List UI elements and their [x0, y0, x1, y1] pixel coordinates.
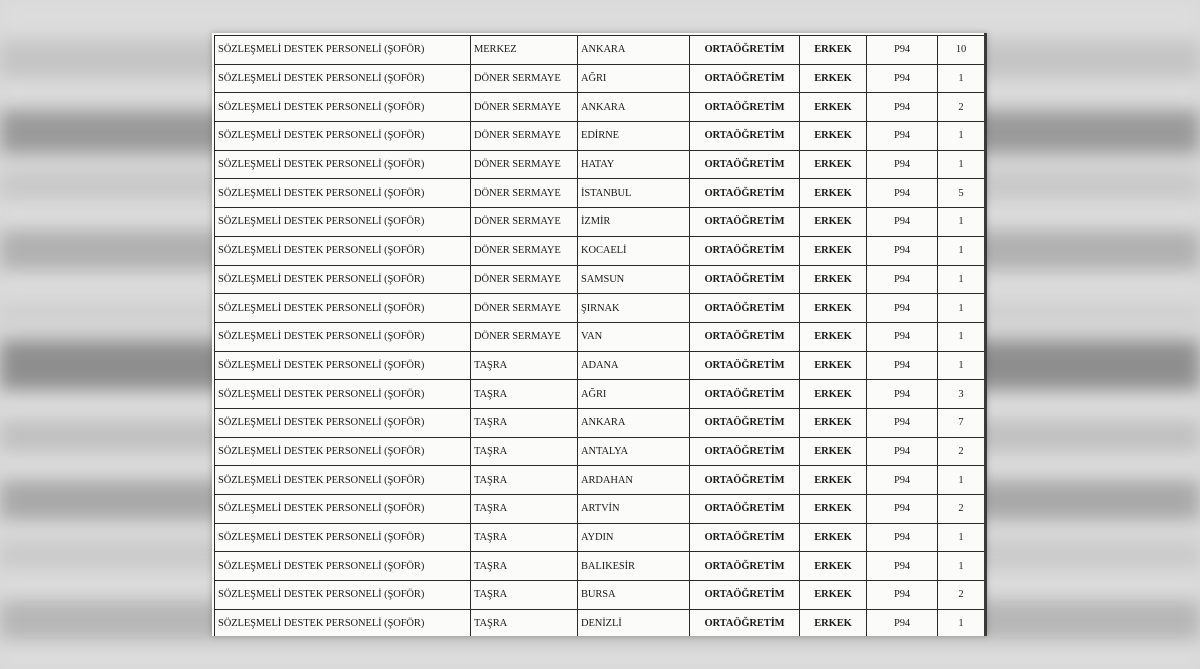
cell-gender: ERKEK: [800, 179, 867, 208]
cell-education: ORTAÖĞRETİM: [690, 552, 800, 581]
cell-city: ANKARA: [578, 408, 690, 437]
cell-gender: ERKEK: [800, 122, 867, 151]
cell-gender: ERKEK: [800, 265, 867, 294]
cell-position-code: P94: [867, 351, 938, 380]
cell-quota-count: 5: [938, 179, 985, 208]
cell-quota-count: 1: [938, 351, 985, 380]
cell-education: ORTAÖĞRETİM: [690, 179, 800, 208]
cell-unit: DÖNER SERMAYE: [471, 294, 578, 323]
cell-quota-count: 2: [938, 581, 985, 610]
cell-quota-count: 3: [938, 380, 985, 409]
cell-position-code: P94: [867, 265, 938, 294]
cell-unit: TAŞRA: [471, 466, 578, 495]
cell-position-title: SÖZLEŞMELİ DESTEK PERSONELİ (ŞOFÖR): [215, 466, 471, 495]
cell-quota-count: 1: [938, 466, 985, 495]
cell-unit: DÖNER SERMAYE: [471, 122, 578, 151]
cell-gender: ERKEK: [800, 236, 867, 265]
cell-unit: TAŞRA: [471, 408, 578, 437]
table-row: [215, 236, 985, 265]
table-row: [215, 93, 985, 122]
cell-quota-count: 1: [938, 609, 985, 636]
cell-position-code: P94: [867, 150, 938, 179]
cell-position-code: P94: [867, 93, 938, 122]
cell-city: ANTALYA: [578, 437, 690, 466]
cell-gender: ERKEK: [800, 380, 867, 409]
cell-education: ORTAÖĞRETİM: [690, 609, 800, 636]
cell-position-title: SÖZLEŞMELİ DESTEK PERSONELİ (ŞOFÖR): [215, 609, 471, 636]
table-row: [215, 351, 985, 380]
table-row: [215, 294, 985, 323]
cell-city: ŞIRNAK: [578, 294, 690, 323]
table-row: [215, 408, 985, 437]
cell-education: ORTAÖĞRETİM: [690, 265, 800, 294]
cell-position-title: SÖZLEŞMELİ DESTEK PERSONELİ (ŞOFÖR): [215, 265, 471, 294]
cell-position-title: SÖZLEŞMELİ DESTEK PERSONELİ (ŞOFÖR): [215, 36, 471, 65]
cell-gender: ERKEK: [800, 609, 867, 636]
table-row: [215, 581, 985, 610]
cell-gender: ERKEK: [800, 408, 867, 437]
cell-unit: MERKEZ: [471, 36, 578, 65]
cell-city: AĞRI: [578, 64, 690, 93]
cell-position-title: SÖZLEŞMELİ DESTEK PERSONELİ (ŞOFÖR): [215, 208, 471, 237]
table-row: [215, 466, 985, 495]
document-page: [212, 33, 987, 636]
cell-education: ORTAÖĞRETİM: [690, 150, 800, 179]
cell-position-title: SÖZLEŞMELİ DESTEK PERSONELİ (ŞOFÖR): [215, 581, 471, 610]
cell-unit: DÖNER SERMAYE: [471, 208, 578, 237]
cell-city: İSTANBUL: [578, 179, 690, 208]
cell-unit: DÖNER SERMAYE: [471, 150, 578, 179]
cell-education: ORTAÖĞRETİM: [690, 466, 800, 495]
cell-position-title: SÖZLEŞMELİ DESTEK PERSONELİ (ŞOFÖR): [215, 380, 471, 409]
cell-unit: DÖNER SERMAYE: [471, 179, 578, 208]
cell-position-title: SÖZLEŞMELİ DESTEK PERSONELİ (ŞOFÖR): [215, 179, 471, 208]
cell-position-title: SÖZLEŞMELİ DESTEK PERSONELİ (ŞOFÖR): [215, 236, 471, 265]
cell-unit: TAŞRA: [471, 351, 578, 380]
cell-city: DENİZLİ: [578, 609, 690, 636]
cell-quota-count: 1: [938, 294, 985, 323]
cell-position-title: SÖZLEŞMELİ DESTEK PERSONELİ (ŞOFÖR): [215, 437, 471, 466]
cell-position-code: P94: [867, 523, 938, 552]
cell-gender: ERKEK: [800, 523, 867, 552]
cell-position-code: P94: [867, 64, 938, 93]
cell-city: BURSA: [578, 581, 690, 610]
cell-quota-count: 10: [938, 36, 985, 65]
cell-education: ORTAÖĞRETİM: [690, 380, 800, 409]
cell-education: ORTAÖĞRETİM: [690, 236, 800, 265]
cell-unit: DÖNER SERMAYE: [471, 93, 578, 122]
cell-quota-count: 7: [938, 408, 985, 437]
cell-position-code: P94: [867, 36, 938, 65]
cell-gender: ERKEK: [800, 208, 867, 237]
cell-position-code: P94: [867, 179, 938, 208]
cell-quota-count: 1: [938, 552, 985, 581]
cell-position-code: P94: [867, 294, 938, 323]
cell-position-title: SÖZLEŞMELİ DESTEK PERSONELİ (ŞOFÖR): [215, 294, 471, 323]
cell-quota-count: 1: [938, 236, 985, 265]
cell-quota-count: 1: [938, 322, 985, 351]
cell-gender: ERKEK: [800, 466, 867, 495]
cell-position-title: SÖZLEŞMELİ DESTEK PERSONELİ (ŞOFÖR): [215, 122, 471, 151]
cell-city: ANKARA: [578, 36, 690, 65]
table-row: [215, 552, 985, 581]
cell-unit: TAŞRA: [471, 609, 578, 636]
cell-unit: TAŞRA: [471, 380, 578, 409]
cell-quota-count: 1: [938, 208, 985, 237]
cell-gender: ERKEK: [800, 351, 867, 380]
cell-position-code: P94: [867, 322, 938, 351]
cell-education: ORTAÖĞRETİM: [690, 208, 800, 237]
cell-position-code: P94: [867, 208, 938, 237]
cell-position-code: P94: [867, 495, 938, 524]
cell-position-code: P94: [867, 380, 938, 409]
cell-city: ANKARA: [578, 93, 690, 122]
cell-quota-count: 1: [938, 122, 985, 151]
table-body: [215, 36, 985, 637]
cell-quota-count: 2: [938, 495, 985, 524]
cell-city: AĞRI: [578, 380, 690, 409]
cell-unit: TAŞRA: [471, 437, 578, 466]
cell-unit: DÖNER SERMAYE: [471, 64, 578, 93]
cell-quota-count: 1: [938, 265, 985, 294]
cell-gender: ERKEK: [800, 437, 867, 466]
cell-city: İZMİR: [578, 208, 690, 237]
cell-unit: TAŞRA: [471, 552, 578, 581]
cell-education: ORTAÖĞRETİM: [690, 437, 800, 466]
cell-education: ORTAÖĞRETİM: [690, 294, 800, 323]
cell-quota-count: 2: [938, 437, 985, 466]
cell-position-code: P94: [867, 437, 938, 466]
cell-unit: TAŞRA: [471, 495, 578, 524]
cell-gender: ERKEK: [800, 294, 867, 323]
cell-position-code: P94: [867, 581, 938, 610]
table-row: [215, 36, 985, 65]
cell-position-code: P94: [867, 236, 938, 265]
cell-education: ORTAÖĞRETİM: [690, 523, 800, 552]
cell-gender: ERKEK: [800, 322, 867, 351]
cell-city: SAMSUN: [578, 265, 690, 294]
table-row: [215, 265, 985, 294]
cell-education: ORTAÖĞRETİM: [690, 408, 800, 437]
cell-city: ARTVİN: [578, 495, 690, 524]
cell-gender: ERKEK: [800, 552, 867, 581]
cell-education: ORTAÖĞRETİM: [690, 36, 800, 65]
cell-city: VAN: [578, 322, 690, 351]
cell-education: ORTAÖĞRETİM: [690, 64, 800, 93]
cell-quota-count: 1: [938, 64, 985, 93]
cell-position-title: SÖZLEŞMELİ DESTEK PERSONELİ (ŞOFÖR): [215, 552, 471, 581]
cell-position-title: SÖZLEŞMELİ DESTEK PERSONELİ (ŞOFÖR): [215, 150, 471, 179]
cell-position-title: SÖZLEŞMELİ DESTEK PERSONELİ (ŞOFÖR): [215, 495, 471, 524]
table-row: [215, 437, 985, 466]
cell-position-title: SÖZLEŞMELİ DESTEK PERSONELİ (ŞOFÖR): [215, 351, 471, 380]
page-edge: [984, 33, 987, 636]
cell-position-title: SÖZLEŞMELİ DESTEK PERSONELİ (ŞOFÖR): [215, 523, 471, 552]
cell-position-code: P94: [867, 609, 938, 636]
table-row: [215, 122, 985, 151]
cell-city: HATAY: [578, 150, 690, 179]
cell-education: ORTAÖĞRETİM: [690, 351, 800, 380]
cell-position-title: SÖZLEŞMELİ DESTEK PERSONELİ (ŞOFÖR): [215, 93, 471, 122]
table-row: [215, 208, 985, 237]
table-row: [215, 609, 985, 636]
cell-unit: DÖNER SERMAYE: [471, 265, 578, 294]
cell-city: BALIKESİR: [578, 552, 690, 581]
cell-gender: ERKEK: [800, 150, 867, 179]
cell-gender: ERKEK: [800, 581, 867, 610]
cell-unit: DÖNER SERMAYE: [471, 322, 578, 351]
cell-gender: ERKEK: [800, 93, 867, 122]
cell-education: ORTAÖĞRETİM: [690, 581, 800, 610]
cell-position-code: P94: [867, 408, 938, 437]
personnel-table: [214, 35, 985, 636]
cell-city: KOCAELİ: [578, 236, 690, 265]
cell-quota-count: 1: [938, 523, 985, 552]
cell-education: ORTAÖĞRETİM: [690, 322, 800, 351]
table-row: [215, 322, 985, 351]
cell-position-code: P94: [867, 552, 938, 581]
cell-gender: ERKEK: [800, 64, 867, 93]
cell-city: ARDAHAN: [578, 466, 690, 495]
table-row: [215, 523, 985, 552]
cell-education: ORTAÖĞRETİM: [690, 122, 800, 151]
cell-city: ADANA: [578, 351, 690, 380]
cell-unit: DÖNER SERMAYE: [471, 236, 578, 265]
table-row: [215, 380, 985, 409]
cell-city: AYDIN: [578, 523, 690, 552]
cell-position-title: SÖZLEŞMELİ DESTEK PERSONELİ (ŞOFÖR): [215, 322, 471, 351]
table-row: [215, 179, 985, 208]
cell-position-code: P94: [867, 122, 938, 151]
table-row: [215, 495, 985, 524]
cell-city: EDİRNE: [578, 122, 690, 151]
cell-education: ORTAÖĞRETİM: [690, 93, 800, 122]
cell-unit: TAŞRA: [471, 581, 578, 610]
cell-gender: ERKEK: [800, 36, 867, 65]
cell-education: ORTAÖĞRETİM: [690, 495, 800, 524]
cell-gender: ERKEK: [800, 495, 867, 524]
cell-position-code: P94: [867, 466, 938, 495]
cell-unit: TAŞRA: [471, 523, 578, 552]
table-row: [215, 64, 985, 93]
cell-quota-count: 1: [938, 150, 985, 179]
cell-position-title: SÖZLEŞMELİ DESTEK PERSONELİ (ŞOFÖR): [215, 408, 471, 437]
cell-quota-count: 2: [938, 93, 985, 122]
cell-position-title: SÖZLEŞMELİ DESTEK PERSONELİ (ŞOFÖR): [215, 64, 471, 93]
table-row: [215, 150, 985, 179]
